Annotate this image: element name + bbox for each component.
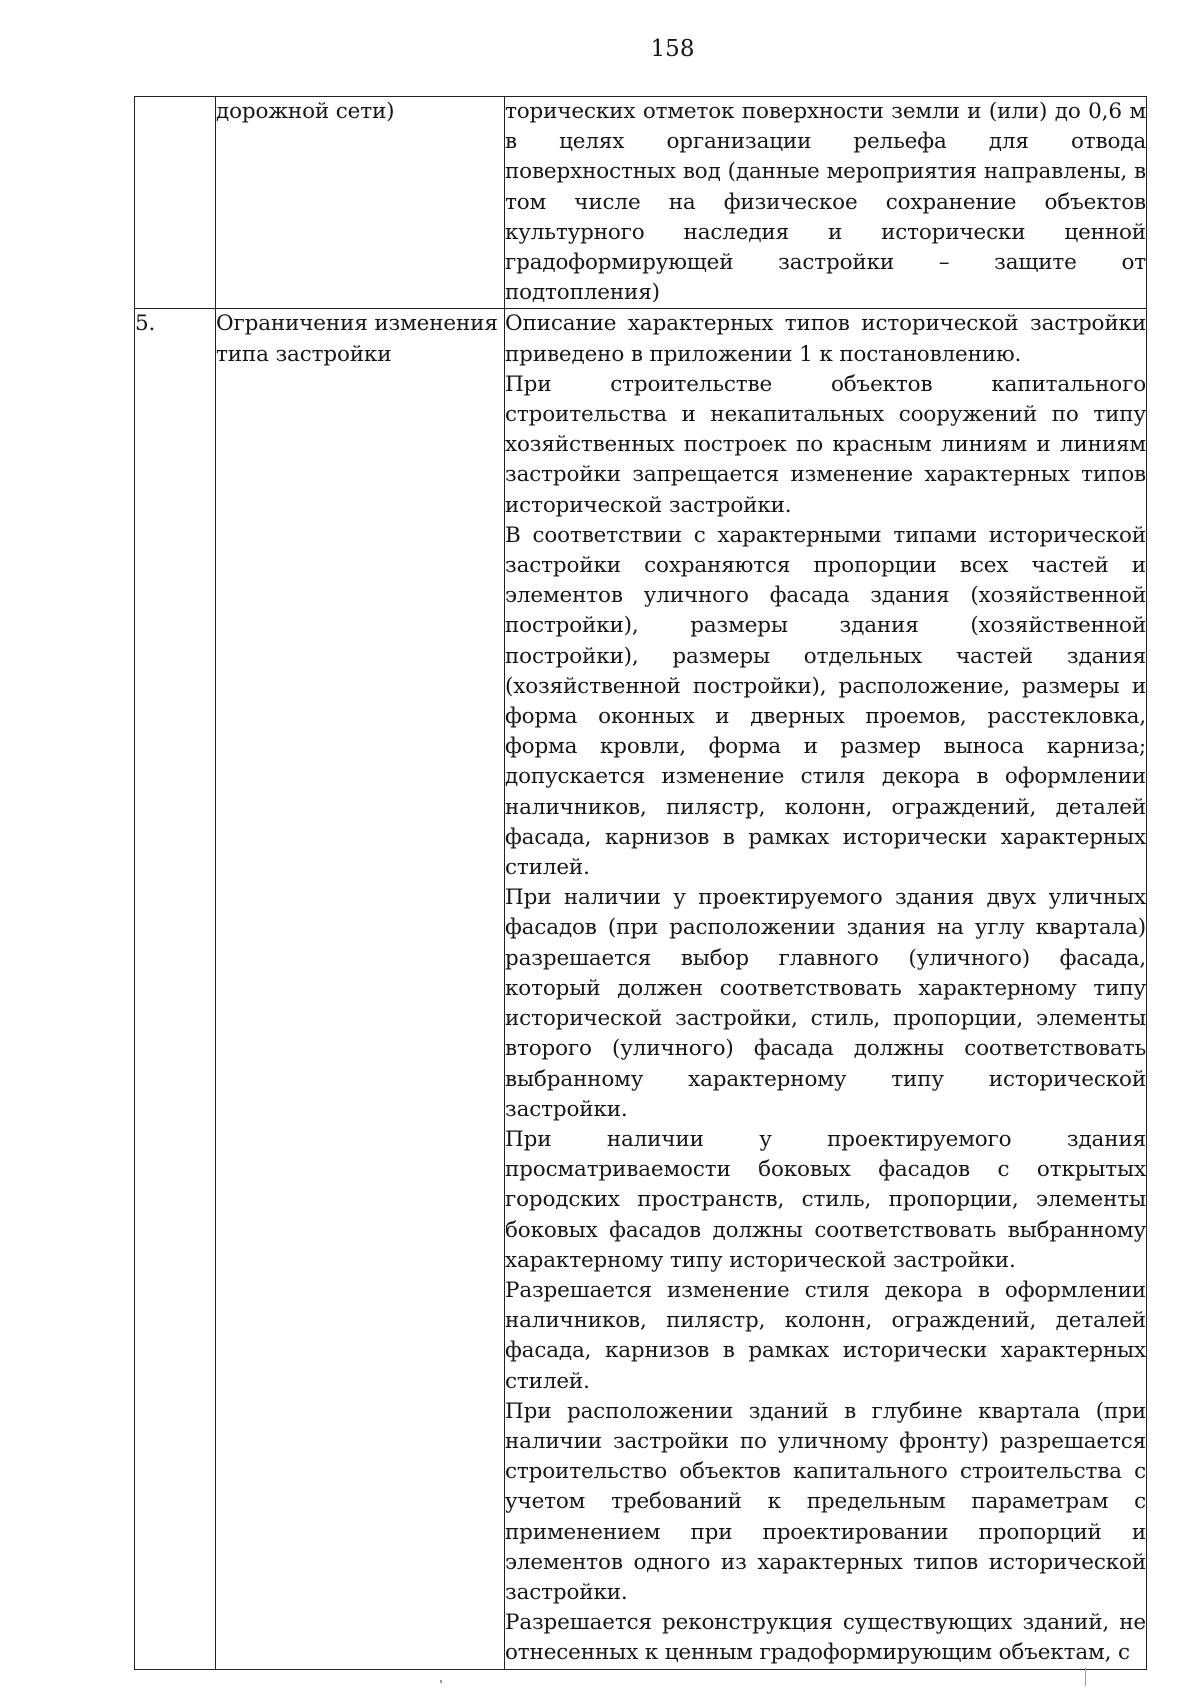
table-row bbox=[135, 97, 1147, 309]
description-paragraph: торических отметок поверхности земли и (или) до 0,6 м в целях организации рельефа для отвода поверхностных вод (данные мероприятия направлены, в том числе на физическое сохранение объектов культурного наследия и исторически ценной градоформирующей застройки – защите от подтопления) bbox=[505, 99, 1146, 306]
row-number: 5. bbox=[135, 309, 216, 1669]
description-paragraph: В соответствии с характерными типами исторической застройки сохраняются пропорции всех частей и элементов уличного фасада здания (хозяйственной постройки), размеры здания (хозяйственной постройки), размеры отдельных частей здания (хозяйственной постройки), расположение, размеры и форма оконных и дверных проемов, расстекловка, форма кровли, форма и размер выноса карниза; допускается изменение стиля декора в оформлении наличников, пилястр, колонн, ограждений, деталей фасада, карнизов в рамках исторически характерных стилей. bbox=[505, 522, 1146, 881]
description-paragraph: При наличии у проектируемого здания двух уличных фасадов (при расположении здания на углу квартала) разрешается выбор главного (уличного) фасада, который должен соответствовать характерному типу исторической застройки, стиль, пропорции, элементы второго (уличного) фасада должны соответствовать выбранному характерному типу исторической застройки. bbox=[505, 885, 1146, 1122]
description-paragraph: При строительстве объектов капитального строительства и некапитальных сооружений по типу хозяйственных построек по красным линиям и линиям застройки запрещается изменение характерных типов исторической застройки. bbox=[505, 371, 1146, 518]
row-name: Ограничения изменения типа застройки bbox=[216, 309, 505, 1669]
row-name: дорожной сети) bbox=[216, 97, 505, 309]
row-description bbox=[505, 97, 1147, 309]
requirements-table bbox=[134, 96, 1147, 1670]
description-paragraph: При наличии у проектируемого здания просматриваемости боковых фасадов с открытых городских пространств, стиль, пропорции, элементы боковых фасадов должны соответствовать выбранному характерному типу исторической застройки. bbox=[505, 1126, 1146, 1273]
description-paragraph: Разрешается изменение стиля декора в оформлении наличников, пилястр, колонн, ограждений, деталей фасада, карнизов в рамках исторически характерных стилей. bbox=[505, 1277, 1146, 1394]
scan-speck bbox=[440, 1680, 442, 1683]
description-paragraph: Разрешается реконструкция существующих зданий, не отнесенных к ценным градоформирующим объектам, с bbox=[505, 1610, 1146, 1666]
description-paragraph: Описание характерных типов исторической застройки приведено в приложении 1 к постановлению. bbox=[505, 311, 1146, 367]
table-row bbox=[135, 309, 1147, 1669]
description-paragraph: При расположении зданий в глубине квартала (при наличии застройки по уличному фронту) разрешается строительство объектов капитального строительства с учетом требований к предельным параметрам с применением при проектировании пропорций и элементов одного из характерных типов исторической застройки. bbox=[505, 1398, 1146, 1605]
page-number: 158 bbox=[650, 36, 695, 62]
scan-speck bbox=[1085, 1668, 1086, 1686]
row-number bbox=[135, 97, 216, 309]
row-description bbox=[505, 309, 1147, 1669]
